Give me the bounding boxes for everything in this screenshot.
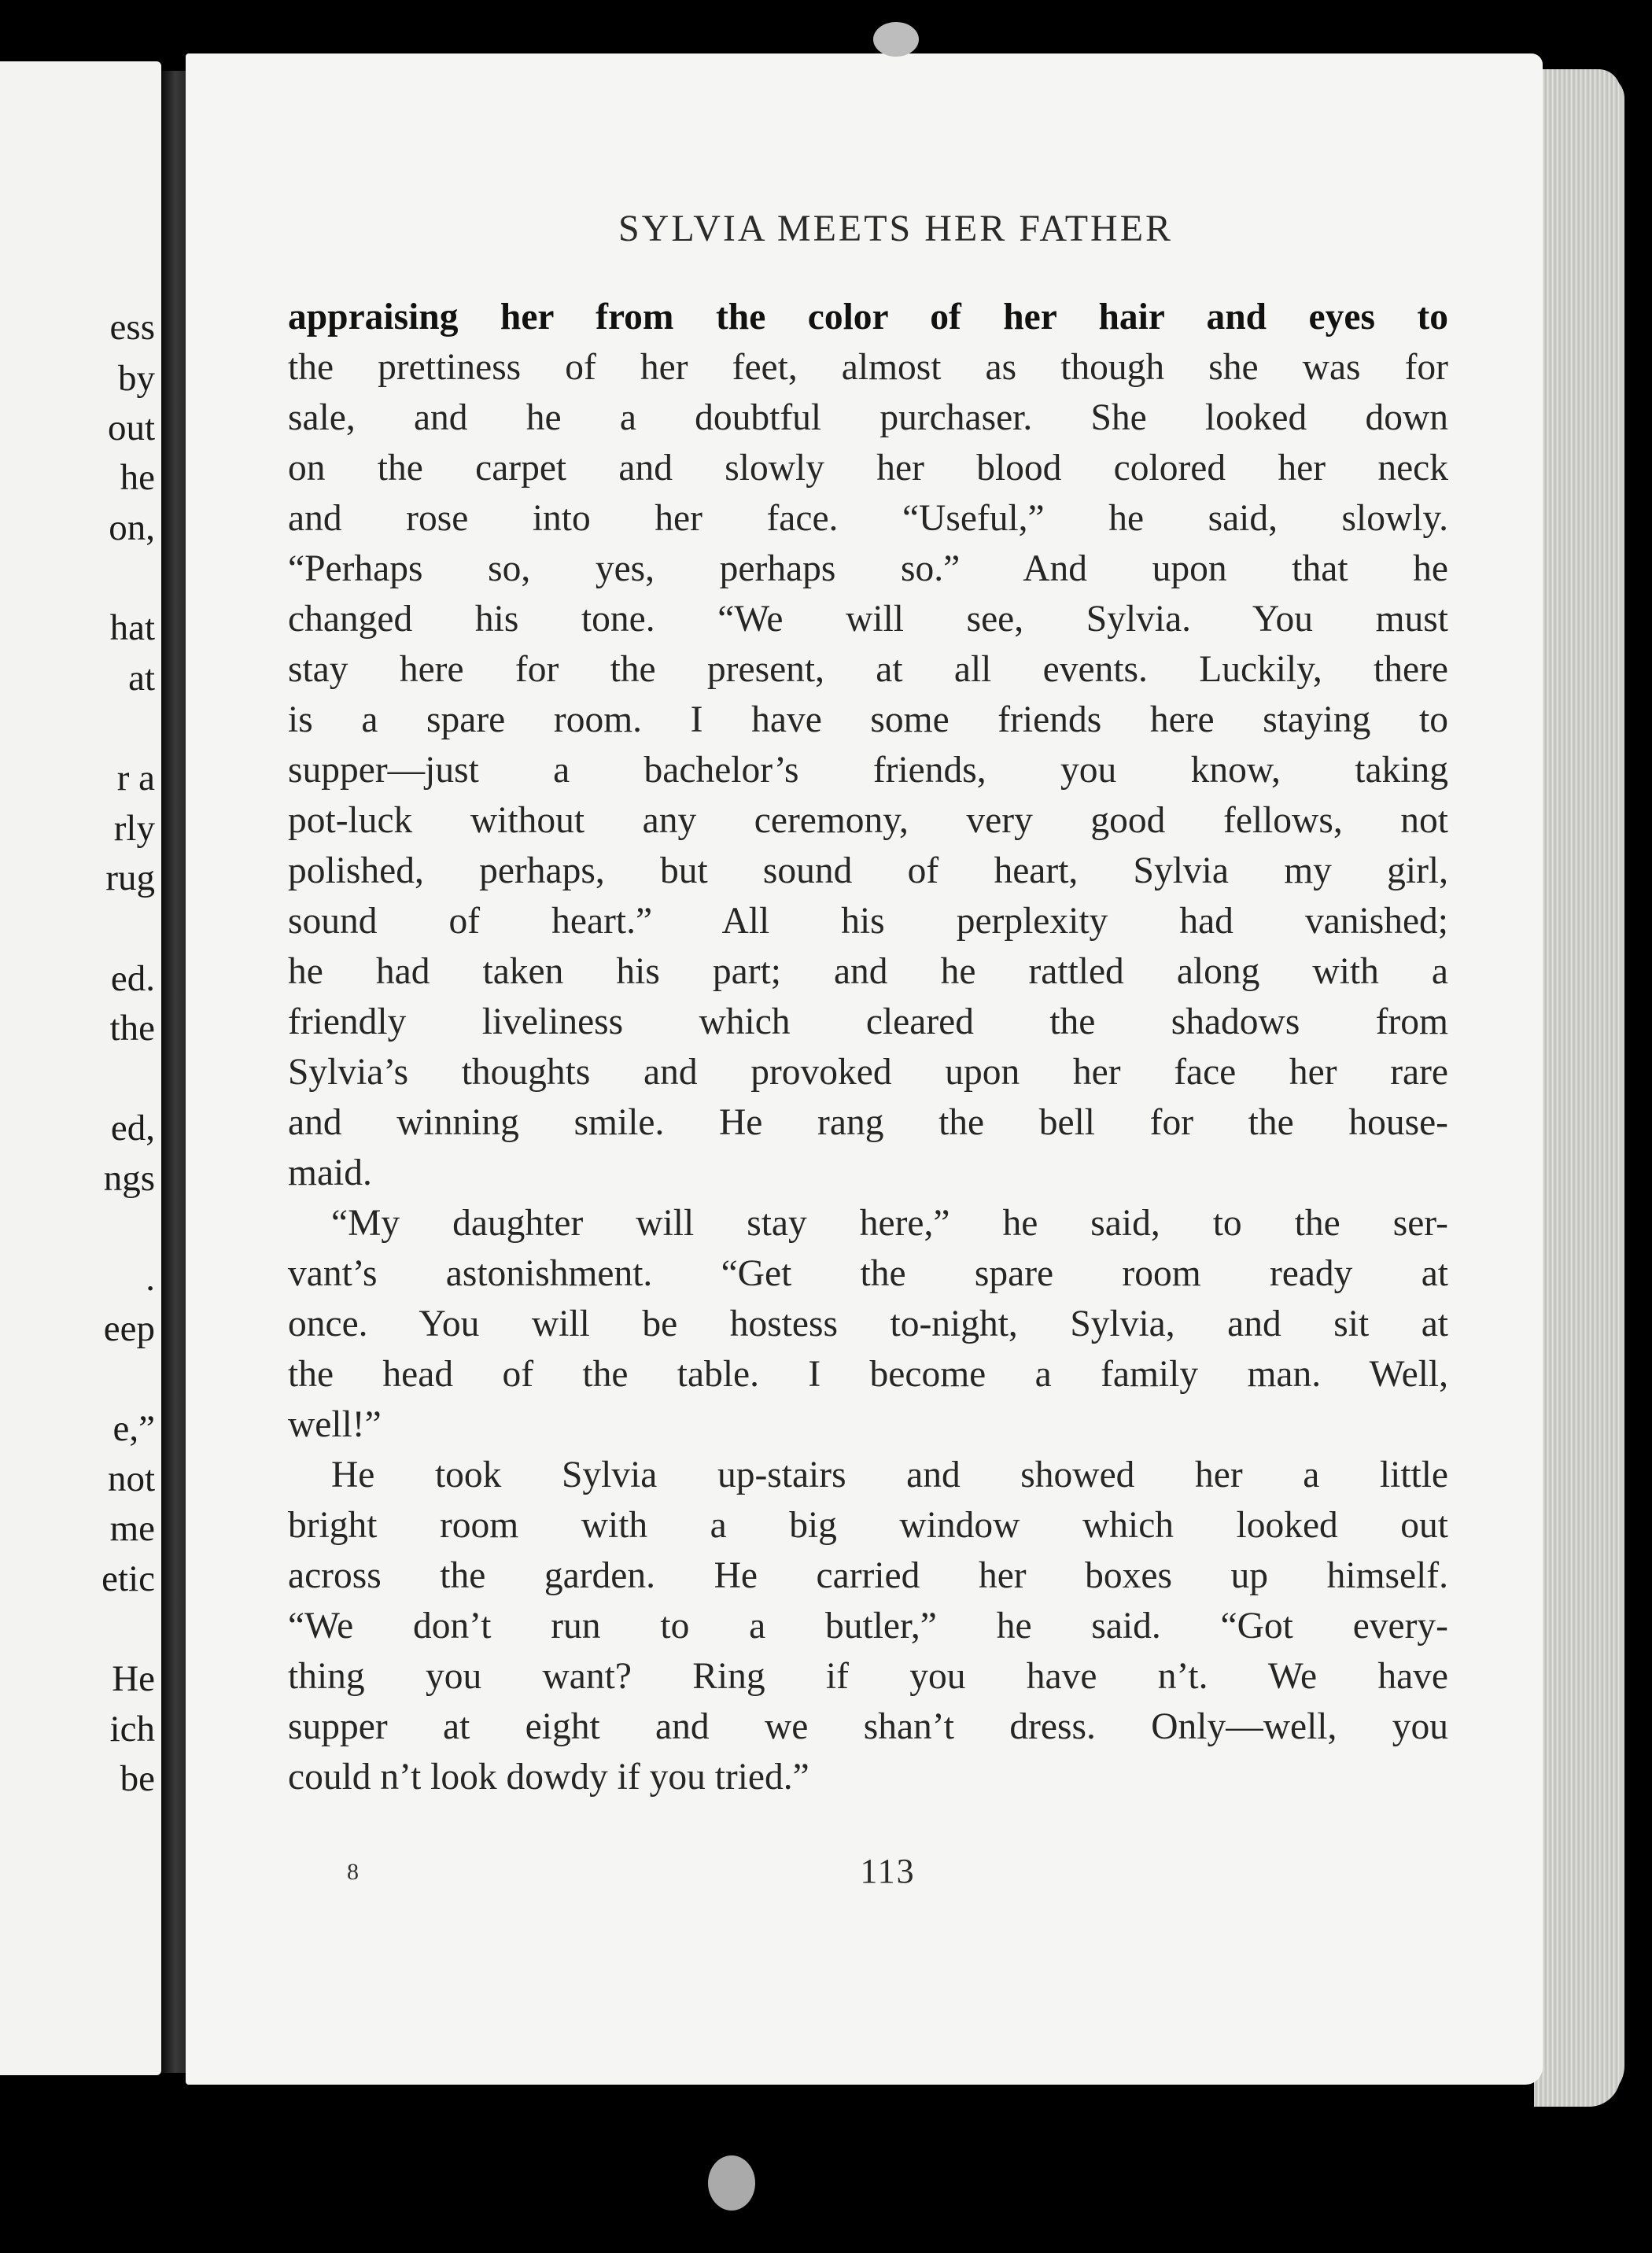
book-page — [186, 53, 1543, 2085]
text-line: and rose into her face. “Useful,” he said, slowly. — [288, 498, 1448, 539]
text-line: supper—just a bachelor’s friends, you know, taking — [288, 750, 1448, 791]
text-line: sale, and he a doubtful purchaser. She looked down — [288, 397, 1448, 438]
text-line: He took Sylvia up-stairs and showed her a little — [331, 1455, 1448, 1495]
text-line: on the carpet and slowly her blood colored her neck — [288, 448, 1448, 489]
text-line: bright room with a big window which looked out — [288, 1505, 1448, 1546]
text-line: stay here for the present, at all events. Luckily, there — [288, 649, 1448, 690]
text-line: friendly liveliness which cleared the shadows from — [288, 1001, 1448, 1042]
left-page-line: eep — [103, 1308, 155, 1349]
text-line: could n’t look dowdy if you tried.” — [288, 1757, 809, 1798]
left-page-line: ed, — [110, 1108, 155, 1149]
text-line: polished, perhaps, but sound of heart, Sylvia my girl, — [288, 850, 1448, 891]
left-page-line: on, — [109, 507, 155, 548]
left-page-line: . — [146, 1258, 155, 1299]
bottom-smudge — [708, 2155, 755, 2211]
text-line: supper at eight and we shan’t dress. Only—well, you — [288, 1706, 1448, 1747]
page-number: 113 — [860, 1852, 916, 1890]
page-edge-stack — [1534, 69, 1621, 2107]
text-line: well!” — [288, 1404, 382, 1445]
text-line: changed his tone. “We will see, Sylvia. You must — [288, 599, 1448, 640]
left-page-line: rug — [105, 857, 155, 898]
text-line: sound of heart.” All his perplexity had vanished; — [288, 901, 1448, 942]
left-page-line: ngs — [103, 1158, 155, 1199]
page-footer — [186, 1851, 1543, 1898]
left-page-line: He — [112, 1658, 155, 1699]
left-page-line: he — [120, 457, 155, 498]
left-page-line: ed. — [110, 958, 155, 999]
left-page-line: hat — [109, 607, 155, 648]
text-line: across the garden. He carried her boxes up himself. — [288, 1555, 1448, 1596]
text-line: “We don’t run to a butler,” he said. “Got every- — [288, 1606, 1448, 1646]
text-line: the prettiness of her feet, almost as though she was for — [288, 347, 1448, 388]
text-line: is a spare room. I have some friends here staying to — [288, 699, 1448, 740]
left-page-line: the — [109, 1008, 155, 1049]
left-page-line: ich — [109, 1709, 155, 1750]
text-line: maid. — [288, 1152, 372, 1193]
text-line: once. You will be hostess to-night, Sylvia, and sit at — [288, 1303, 1448, 1344]
left-page-line: be — [120, 1758, 155, 1799]
left-page-line: at — [128, 658, 155, 699]
previous-page — [0, 61, 161, 2075]
signature-mark: 8 — [347, 1859, 359, 1885]
text-line: he had taken his part; and he rattled along with a — [288, 951, 1448, 992]
text-line: “My daughter will stay here,” he said, to the ser- — [331, 1203, 1448, 1244]
running-head: SYLVIA MEETS HER FATHER — [618, 208, 1174, 249]
top-smudge — [873, 22, 919, 57]
text-line: pot-luck without any ceremony, very good fellows, not — [288, 800, 1448, 841]
text-line: “Perhaps so, yes, perhaps so.” And upon that he — [288, 548, 1448, 589]
text-line: and winning smile. He rang the bell for the house- — [288, 1102, 1448, 1143]
text-line: the head of the table. I become a family man. Well, — [288, 1354, 1448, 1395]
left-page-line: not — [107, 1458, 155, 1499]
left-page-line: out — [107, 407, 155, 448]
text-line: Sylvia’s thoughts and provoked upon her face her rare — [288, 1052, 1448, 1093]
left-page-line: r a — [116, 758, 155, 798]
left-page-line: rly — [113, 808, 155, 849]
left-page-line: etic — [101, 1558, 155, 1599]
left-page-line: by — [118, 358, 155, 399]
text-line: thing you want? Ring if you have n’t. We have — [288, 1656, 1448, 1697]
text-line: appraising her from the color of her hair and eyes to — [288, 297, 1448, 337]
left-page-line: me — [109, 1508, 155, 1549]
body-text — [288, 292, 1448, 1802]
left-page-line: ess — [109, 307, 155, 348]
left-page-line: e,” — [112, 1408, 155, 1449]
text-line: vant’s astonishment. “Get the spare room ready at — [288, 1253, 1448, 1294]
